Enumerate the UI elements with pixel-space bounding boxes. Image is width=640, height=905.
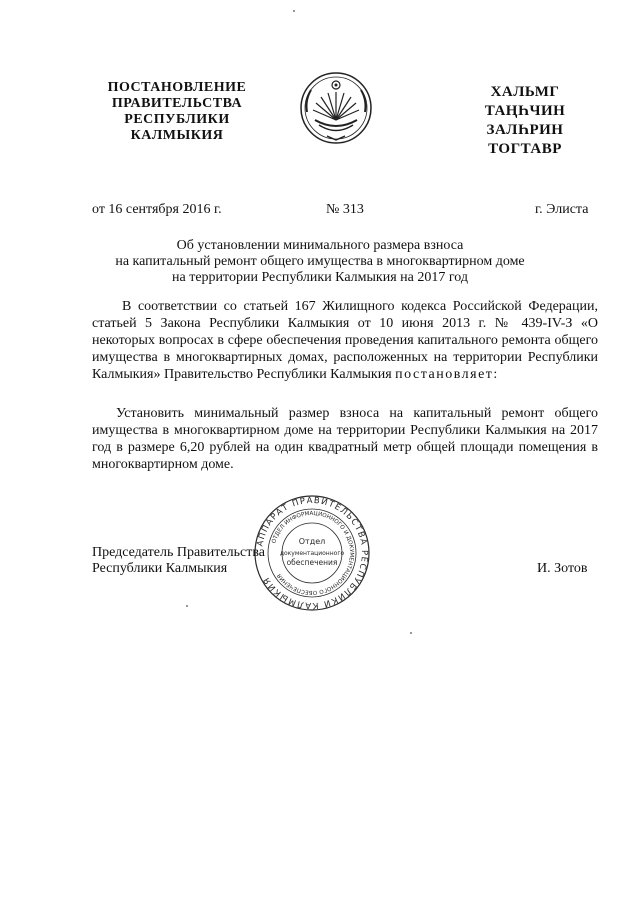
- resolution-text: Установить минимальный размер взноса на капитальный ремонт общего имущества в многоквартирном доме на территории Республики Калмыкия на 2017 год в размере 6,20 рублей на один квадратный метр общей площади помещения в многоквартирном доме.: [92, 406, 598, 472]
- stamp-inner-ring-text: ОТДЕЛ ИНФОРМАЦИОННОГО И ДОКУМЕНТАЦИОННОГО ОБЕСПЕЧЕНИЯ: [271, 510, 355, 596]
- signer-title-line: Председатель Правительства: [92, 545, 265, 560]
- header-left-line: КАЛМЫКИЯ: [130, 128, 224, 143]
- title-line: Об установлении минимального размера взноса: [176, 238, 464, 253]
- stamp-center-line: обеспечения: [286, 558, 338, 567]
- document-title: [100, 238, 540, 286]
- header-left-line: РЕСПУБЛИКИ: [124, 112, 230, 127]
- title-line: на капитальный ремонт общего имущества в многоквартирном доме: [115, 254, 525, 269]
- header-left-line: ПРАВИТЕЛЬСТВА: [111, 96, 243, 111]
- resolves-word: постановляет:: [395, 367, 499, 382]
- official-stamp: [252, 493, 372, 613]
- header-right-line: ХАЛЬМГ: [490, 84, 560, 100]
- stamp-center-line: документационного: [279, 550, 345, 557]
- document-date: от 16 сентября 2016 г.: [92, 202, 222, 217]
- scan-speck: [410, 632, 412, 634]
- header-right-line: ЗАЛҺРИН: [486, 122, 564, 138]
- header-right-line: ТАҢҺЧИН: [484, 103, 566, 119]
- signer-title-line: Республики Калмыкия: [92, 561, 228, 576]
- preamble-text: В соответствии со статьей 167 Жилищного кодекса Российской Федерации, статьей 5 Закона Республики Калмыкия от 10 июня 2013 г. № 439-IV-З «О некоторых вопросах в сфере обеспечения проведения капитального ремонта общего имущества в многоквартирных домах, расположенных на территории Республики Калмыкия» Правительство Республики Калмыкия: [92, 299, 598, 382]
- scan-speck: [186, 605, 188, 607]
- stamp-center-line: Отдел: [298, 537, 326, 546]
- resolution-paragraph: [92, 405, 598, 473]
- signature-position: [92, 545, 265, 577]
- preamble-paragraph: [92, 298, 598, 383]
- header-right-kalmyk: [470, 83, 580, 159]
- document-number: № 313: [326, 202, 364, 217]
- coat-of-arms-icon: [297, 70, 375, 146]
- header-left-russian: [92, 80, 262, 144]
- document-city: г. Элиста: [535, 202, 589, 217]
- header-right-line: ТОГТАВР: [488, 141, 562, 157]
- stamp-outer-text: АППАРАТ ПРАВИТЕЛЬСТВА РЕСПУБЛИКИ КАЛМЫКИЯ: [255, 495, 370, 611]
- header-left-line: ПОСТАНОВЛЕНИЕ: [107, 80, 247, 95]
- signer-name: И. Зотов: [537, 561, 588, 576]
- scan-speck: [293, 10, 295, 12]
- title-line: на территории Республики Калмыкия на 2017 год: [172, 270, 468, 285]
